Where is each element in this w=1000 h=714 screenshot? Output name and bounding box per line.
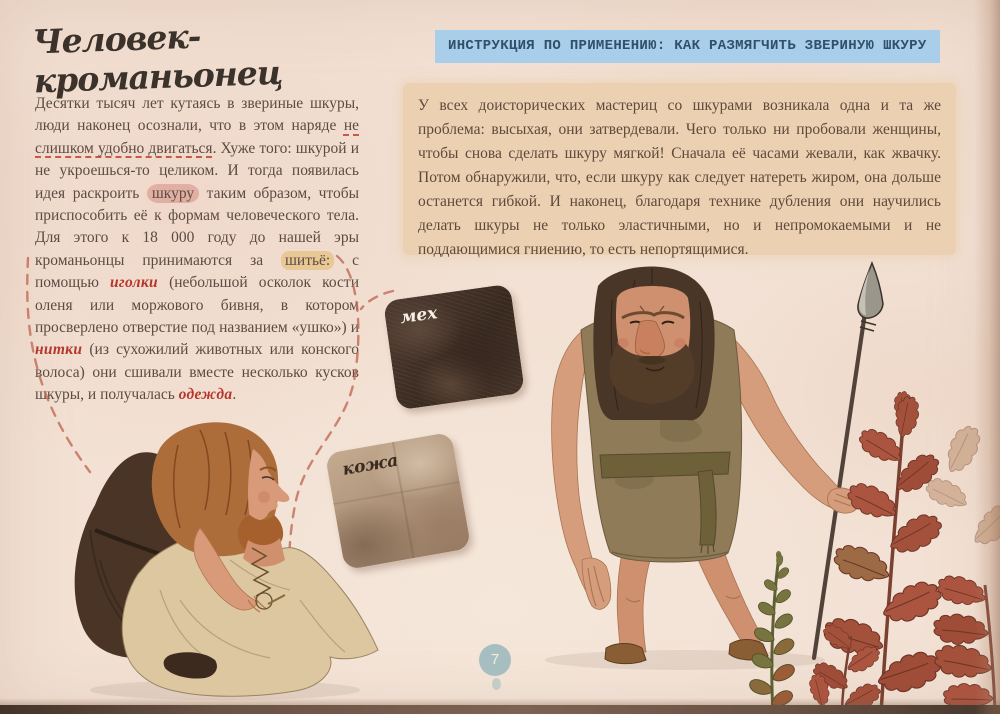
ground-shadow	[90, 680, 360, 700]
arm	[194, 528, 258, 610]
cheek	[258, 491, 270, 503]
hair	[593, 267, 714, 421]
lacing-stitches	[252, 548, 270, 596]
fur-swatch	[383, 284, 525, 411]
mustache	[638, 356, 666, 364]
fur-swatch-label: мех	[399, 303, 439, 329]
paragraph-text: с помощью	[35, 251, 360, 292]
spear	[814, 263, 883, 658]
page-edge-right	[974, 0, 1000, 714]
mouth	[646, 367, 664, 371]
eyebrow	[260, 467, 276, 471]
left-article-paragraph	[35, 93, 359, 407]
yellow-highlight-text: шитьё:	[281, 251, 334, 270]
paragraph-text: Десятки тысяч лет кутаясь в звериные шкуры, люди наконец осознали, что в этом наряде	[35, 95, 359, 135]
right-arm	[724, 335, 850, 511]
face	[248, 449, 289, 520]
tunic	[581, 312, 742, 562]
leather-swatch-label: кожа	[341, 450, 400, 480]
left-leg	[617, 552, 652, 652]
ground-shadow	[545, 650, 825, 670]
instruction-banner: ИНСТРУКЦИЯ ПО ПРИМЕНЕНИЮ: КАК РАЗМЯГЧИТЬ ЗВЕРИНУЮ ШКУРУ	[435, 30, 940, 63]
spear-binding	[860, 321, 876, 331]
nose	[635, 321, 664, 359]
fur-bundle	[75, 452, 236, 658]
ferns-illustration	[747, 391, 1000, 714]
left-hand	[582, 558, 611, 609]
chest	[243, 538, 285, 567]
right-leg	[695, 550, 764, 646]
left-arm	[552, 332, 602, 604]
hair	[152, 422, 279, 556]
spear-shaft	[814, 272, 871, 658]
brow	[622, 313, 684, 318]
cro-magnon-illustration	[545, 267, 858, 670]
cheek	[617, 338, 629, 348]
green-fern	[747, 551, 797, 714]
instruction-block	[403, 83, 956, 258]
page-edge-bottom	[0, 705, 1000, 714]
thread-loop	[256, 593, 272, 609]
leather-swatch	[325, 432, 472, 570]
pink-highlight-text: шкуру	[147, 184, 199, 203]
dashed-underline-text: не слишком удобно двигаться	[35, 117, 359, 157]
accent-word: нитки	[35, 341, 83, 359]
paragraph-text: (из сухожилий животных или конского волоса) они сшивали вместе несколько кусков шкуры, и получалась	[35, 341, 359, 404]
beard	[238, 515, 283, 554]
belt-strap	[698, 470, 716, 545]
page-edge-shadow	[0, 698, 1000, 705]
face	[616, 286, 690, 373]
eyes	[630, 322, 674, 324]
paragraph-text: . Хуже того: шкурой и не укроешься-то целиком. И тогда появилась идея раскроить	[35, 139, 359, 202]
eye	[262, 477, 274, 480]
paragraph-text: (небольшой осколок кости оленя или моржового бивня, в котором просверлено отверстие под названием «ушко») и	[35, 274, 359, 337]
needle	[268, 595, 285, 604]
paragraph-text: таким образом, чтобы приспособить её к формам человеческого тела. Для этого к 18 000 году до нашей эры кроманьонцы принимаются за	[35, 184, 359, 269]
page-number-badge: 7	[479, 644, 511, 676]
instruction-body: У всех доисторических мастериц со шкурами возникала одна и та же проблема: высыхая, они затвердевали. Чего только ни пробовали женщины, чтобы снова сделать шкуру мягкой! Сначала её часами жевали, как жвачку. Потом обнаружили, что, если шкуру как следует натереть жиром, она дольше останется гибкой. И наконец, благодаря технике дубления они научились делать шкуры не только эластичными, но и непромокаемыми и не поддающимися гниению, то есть непортящимися.	[418, 97, 941, 258]
cheek	[674, 338, 686, 348]
belt	[600, 452, 730, 478]
accent-word: иголки	[110, 274, 158, 292]
bundle-strap	[95, 530, 216, 574]
page-title: Человек-кроманьонец	[31, 16, 283, 101]
right-foot	[729, 640, 768, 660]
red-fern-large	[820, 391, 947, 714]
garment	[122, 534, 378, 697]
hand-fingers	[248, 596, 267, 612]
gripping-hand	[828, 488, 859, 513]
shoe	[164, 652, 217, 678]
beard	[609, 344, 694, 404]
left-foot	[605, 644, 646, 664]
paragraph-text: .	[232, 386, 237, 404]
accent-word: одежда	[178, 386, 233, 404]
page-number-drip	[492, 678, 501, 690]
